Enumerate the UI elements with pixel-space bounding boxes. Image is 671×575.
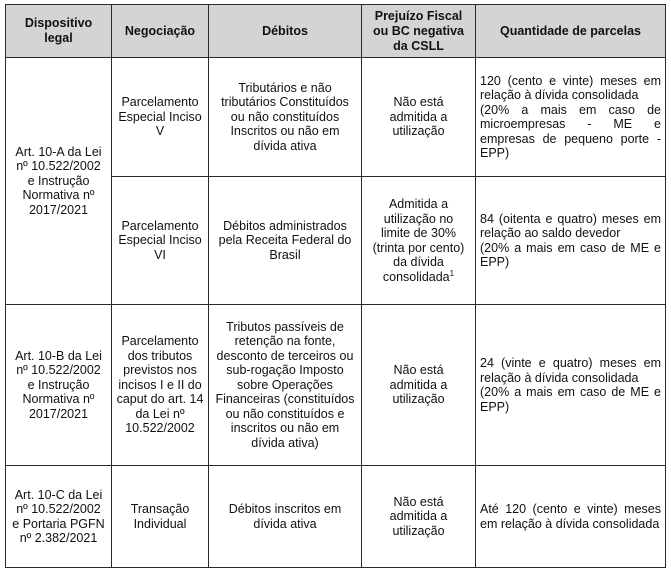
header-prejuizo-fiscal: Prejuízo Fiscal ou BC negativa da CSLL [362, 5, 476, 58]
header-row [6, 5, 666, 58]
parcelas-cell [476, 466, 666, 568]
footnote-marker: 1 [449, 268, 455, 278]
prejuizo-cell [362, 177, 476, 305]
header-dispositivo-legal: Dispositivo legal [6, 5, 112, 58]
parcelas-cell [476, 305, 666, 466]
prejuizo-cell: Não está admitida a utilização [362, 58, 476, 177]
table-row [6, 466, 666, 568]
table-row [6, 58, 666, 177]
parcelas-note: (20% a mais em caso de ME e EPP) [480, 240, 661, 269]
legal-cell: Art. 10-A da Lei nº 10.522/2002 e Instrução Normativa nº 2017/2021 [6, 58, 112, 305]
header-negociacao: Negociação [112, 5, 209, 58]
prejuizo-text: Admitida a utilização no limite de 30% (trinta por cento) da dívida consolidada [372, 197, 465, 284]
parcelas-main: 84 (oitenta e quatro) meses em relação ao saldo devedor [480, 211, 661, 240]
parcelas-main: 24 (vinte e quatro) meses em relação à dívida consolidada [480, 356, 661, 385]
legal-cell: Art. 10-B da Lei nº 10.522/2002 e Instrução Normativa nº 2017/2021 [6, 305, 112, 466]
parcelas-note: (20% a mais em caso de microempresas - ME e empresas de pequeno porte - EPP) [480, 102, 661, 160]
parcelas-main: Até 120 (cento e vinte) meses em relação à dívida consolidada [480, 502, 661, 531]
debitos-cell: Débitos administrados pela Receita Federal do Brasil [209, 177, 362, 305]
negociacao-cell: Transação Individual [112, 466, 209, 568]
header-quantidade-parcelas: Quantidade de parcelas [476, 5, 666, 58]
prejuizo-cell: Não está admitida a utilização [362, 305, 476, 466]
legal-cell: Art. 10-C da Lei nº 10.522/2002 e Portaria PGFN nº 2.382/2021 [6, 466, 112, 568]
prejuizo-cell: Não está admitida a utilização [362, 466, 476, 568]
negociacao-cell: Parcelamento dos tributos previstos nos incisos I e II do caput do art. 14 da Lei nº 10.522/2002 [112, 305, 209, 466]
parcelas-cell [476, 58, 666, 177]
debitos-cell: Tributos passíveis de retenção na fonte, desconto de terceiros ou sub-rogação Imposto sobre Operações Financeiras (constituídos ou não constituídos e inscritos ou não em dívida ativa) [209, 305, 362, 466]
negociacao-cell: Parcelamento Especial Inciso V [112, 58, 209, 177]
parcelas-main: 120 (cento e vinte) meses em relação à dívida consolidada [480, 73, 661, 102]
parcelas-cell [476, 177, 666, 305]
debitos-cell: Tributários e não tributários Constituídos ou não constituídos Inscritos ou não em dívida ativa [209, 58, 362, 177]
table-row [6, 305, 666, 466]
parcelas-note: (20% a mais em caso de ME e EPP) [480, 385, 661, 414]
negociacao-cell: Parcelamento Especial Inciso VI [112, 177, 209, 305]
header-debitos: Débitos [209, 5, 362, 58]
negotiation-table [5, 4, 666, 568]
debitos-cell: Débitos inscritos em dívida ativa [209, 466, 362, 568]
